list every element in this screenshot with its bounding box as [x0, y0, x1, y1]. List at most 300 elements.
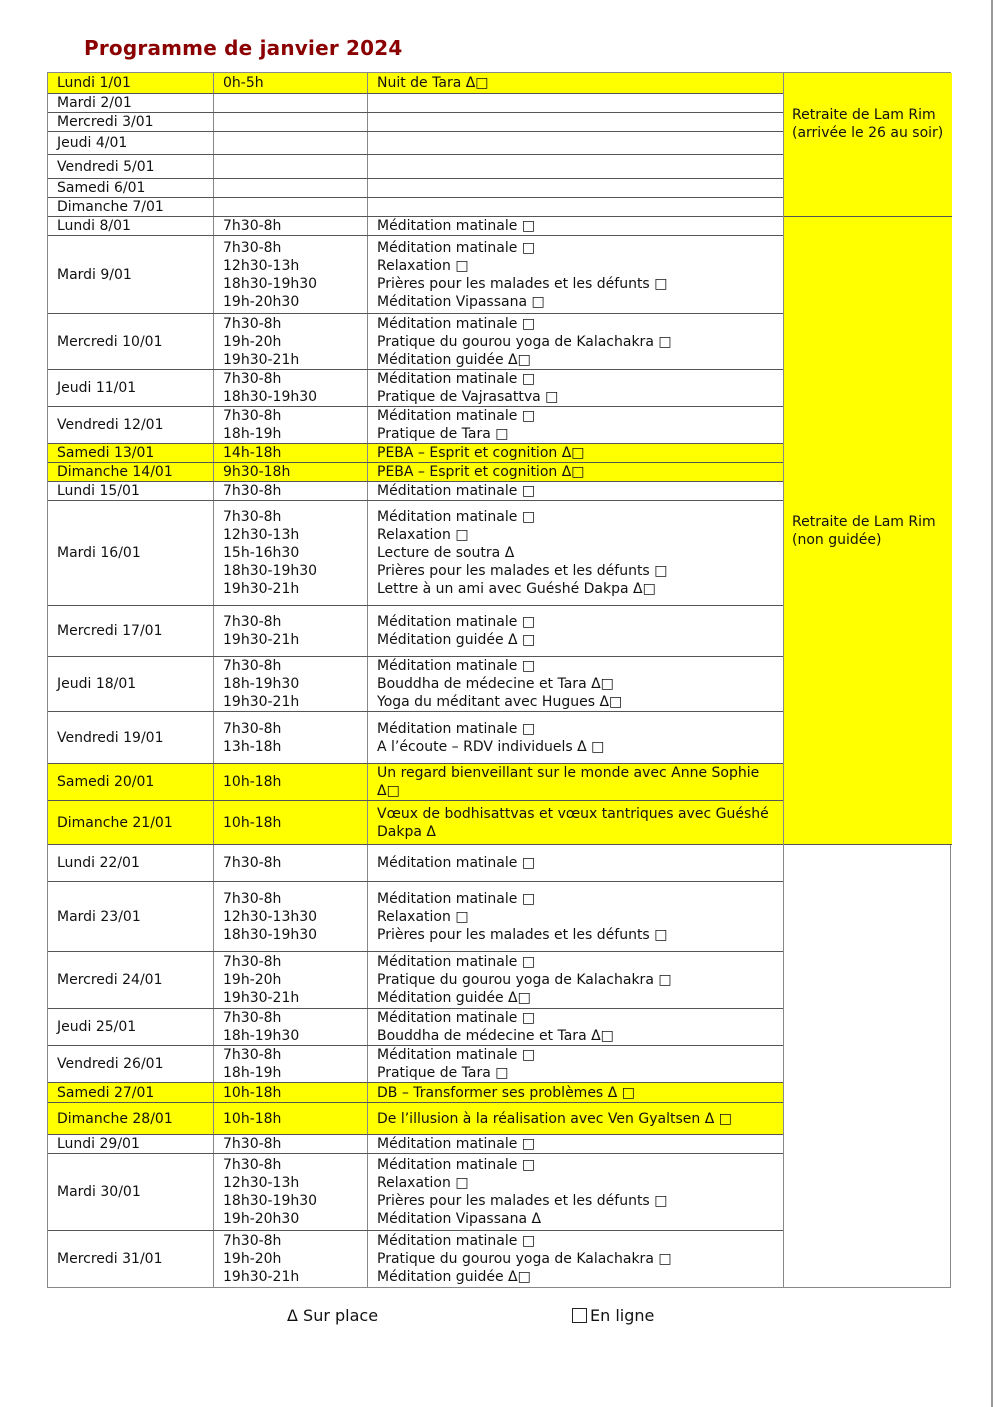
schedule-row: [48, 407, 783, 444]
schedule-row: [48, 801, 783, 845]
activity: [377, 482, 777, 500]
schedule-row: [48, 882, 783, 952]
time-slot: 18h30-19h30: [223, 389, 318, 405]
time-slot: 18h-19h30: [223, 1028, 300, 1044]
square-box-icon: [572, 1308, 587, 1323]
day-label: Mercredi 31/01: [57, 1251, 163, 1267]
schedule-row: [48, 463, 783, 482]
activity-name: Prières pour les malades et les défunts: [377, 275, 650, 292]
time-cell: [214, 1135, 368, 1153]
day-cell: [48, 155, 214, 178]
schedule-row: [48, 764, 783, 801]
activity: [377, 463, 777, 481]
time-slot: 12h30-13h: [223, 1175, 300, 1191]
attendance-mode-icons: Δ□: [633, 581, 656, 597]
activity: [377, 293, 777, 311]
empty-retreat-cell: [784, 845, 952, 1287]
attendance-mode-icons: □: [658, 333, 672, 350]
attendance-mode-icons: Δ□: [561, 445, 585, 461]
activity-cell: [368, 606, 783, 656]
time-slot: 7h30-8h: [223, 1047, 282, 1063]
day-label: Mardi 23/01: [57, 908, 141, 925]
activity-cell: [368, 1083, 783, 1102]
day-label: Mardi 30/01: [57, 1184, 141, 1200]
day-label: Mercredi 10/01: [57, 333, 163, 350]
day-label: Jeudi 18/01: [57, 676, 137, 692]
day-label: Vendredi 5/01: [57, 158, 155, 175]
time-slot: 7h30-8h: [223, 371, 282, 387]
time-slot: 7h30-8h: [223, 408, 282, 424]
time-cell: [214, 712, 368, 763]
attendance-mode-icons: Δ: [504, 545, 515, 561]
time-slot: 18h30-19h30: [223, 926, 318, 943]
time-cell: [214, 657, 368, 711]
day-cell: [48, 882, 214, 951]
time-slot: 18h-19h: [223, 426, 282, 442]
attendance-mode-icons: Δ□: [465, 75, 489, 91]
time-cell: [214, 314, 368, 369]
day-label: Mercredi 24/01: [57, 972, 163, 988]
time-cell: [214, 407, 368, 443]
activity-cell: [368, 1046, 783, 1082]
attendance-mode-icons: Δ□: [599, 694, 623, 710]
activity-name: A l’écoute – RDV individuels: [377, 738, 573, 755]
time-slot: 19h30-21h: [223, 1269, 300, 1285]
activity: [377, 239, 777, 257]
activity: [377, 989, 777, 1007]
attendance-mode-icons: □: [521, 890, 536, 907]
schedule-row: [48, 217, 783, 236]
activity: [377, 217, 777, 235]
activity-name: Pratique du gourou yoga de Kalachakra: [377, 1251, 654, 1267]
attendance-mode-icons: □: [654, 1193, 668, 1209]
retreat-label: Retraite de Lam Rim (non guidée): [792, 513, 936, 548]
day-cell: [48, 501, 214, 605]
activity: [377, 675, 777, 693]
time-cell: [214, 501, 368, 605]
activity-name: Pratique de Vajrasattva: [377, 389, 541, 405]
time-cell: [214, 73, 368, 93]
activity-name: Méditation matinale: [377, 855, 518, 871]
schedule-row: [48, 712, 783, 764]
activity-name: Méditation matinale: [377, 1047, 518, 1063]
attendance-mode-icons: Δ□: [377, 783, 400, 799]
activity: [377, 1268, 777, 1286]
time-slot: 7h30-8h: [223, 614, 282, 630]
activity-cell: [368, 132, 783, 154]
activity-cell: [368, 952, 783, 1008]
schedule-row: [48, 1103, 783, 1135]
activity-name: Méditation guidée: [377, 632, 504, 648]
schedule-row: [48, 1231, 783, 1287]
activity-cell: [368, 463, 783, 481]
time-slot: 12h30-13h30: [223, 908, 318, 925]
time-slot: 19h-20h: [223, 333, 282, 350]
activity-cell: [368, 314, 783, 369]
activity: [377, 613, 777, 631]
day-cell: [48, 801, 214, 844]
time-slot: 10h-18h: [223, 1110, 282, 1127]
activity: [377, 1232, 777, 1250]
activity-name: Méditation guidée: [377, 990, 504, 1006]
schedule-row: [48, 314, 783, 370]
day-cell: [48, 370, 214, 406]
activity: [377, 1192, 777, 1210]
activity-cell: [368, 764, 783, 800]
schedule-row: [48, 370, 783, 407]
attendance-mode-icons: □: [521, 1010, 536, 1026]
attendance-mode-icons: Δ: [426, 823, 436, 840]
day-label: Mardi 9/01: [57, 266, 132, 283]
activity: [377, 657, 777, 675]
activity-name: Prières pour les malades et les défunts: [377, 563, 650, 579]
activity-name: PEBA – Esprit et cognition: [377, 445, 558, 461]
activity-cell: [368, 712, 783, 763]
day-cell: [48, 1154, 214, 1230]
activity-name: Méditation matinale: [377, 315, 518, 332]
day-cell: [48, 113, 214, 131]
activity: [377, 1084, 777, 1102]
time-slot: 19h-20h30: [223, 1211, 300, 1227]
activity-name: Pratique de Tara: [377, 1065, 491, 1081]
day-cell: [48, 1231, 214, 1287]
activity: [377, 738, 777, 756]
attendance-mode-icons: Δ □: [607, 1084, 635, 1101]
time-slot: 18h-19h30: [223, 676, 300, 692]
activity-name: Méditation matinale: [377, 954, 518, 970]
day-cell: [48, 132, 214, 154]
day-cell: [48, 1103, 214, 1134]
activity-name: Méditation matinale: [377, 890, 518, 907]
time-slot: 0h-5h: [223, 75, 264, 91]
schedule-row: [48, 482, 783, 501]
day-label: Mercredi 3/01: [57, 114, 154, 130]
activity: [377, 508, 777, 526]
day-label: Vendredi 26/01: [57, 1056, 164, 1072]
day-cell: [48, 1009, 214, 1045]
attendance-mode-icons: □: [521, 239, 536, 256]
legend-online-label: En ligne: [590, 1306, 655, 1325]
attendance-mode-icons: □: [531, 293, 545, 310]
time-slot: 7h30-8h: [223, 658, 282, 674]
day-cell: [48, 179, 214, 197]
activity-name: Pratique de Tara: [377, 426, 491, 442]
activity: [377, 908, 777, 926]
activity-name: Méditation Vipassana: [377, 1211, 528, 1227]
attendance-mode-icons: □: [545, 389, 559, 405]
day-cell: [48, 94, 214, 112]
activity: [377, 953, 777, 971]
schedule-row: [48, 198, 783, 217]
attendance-mode-icons: □: [521, 315, 536, 332]
day-cell: [48, 217, 214, 235]
activity: [377, 544, 777, 562]
activity-name: Méditation matinale: [377, 614, 518, 630]
attendance-mode-icons: □: [455, 1175, 469, 1191]
attendance-mode-icons: Δ□: [561, 464, 585, 480]
time-cell: [214, 217, 368, 235]
activity-name: PEBA – Esprit et cognition: [377, 464, 558, 480]
activity: [377, 257, 777, 275]
day-label: Mardi 2/01: [57, 95, 132, 111]
activity-cell: [368, 407, 783, 443]
schedule-row: [48, 179, 783, 198]
day-cell: [48, 1046, 214, 1082]
time-slot: 19h-20h: [223, 1251, 282, 1267]
time-slot: 7h30-8h: [223, 509, 282, 525]
activity-name: Méditation guidée: [377, 351, 504, 368]
activity: [377, 1135, 777, 1153]
activity-name: Méditation matinale: [377, 658, 518, 674]
attendance-mode-icons: □: [521, 954, 536, 970]
activity-name: Bouddha de médecine et Tara: [377, 1028, 587, 1044]
day-label: Jeudi 11/01: [57, 380, 137, 396]
page-title: Programme de janvier 2024: [84, 36, 403, 60]
attendance-mode-icons: □: [521, 408, 536, 424]
activity-cell: [368, 198, 783, 216]
day-label: Mardi 16/01: [57, 545, 141, 561]
activity-cell: [368, 1103, 783, 1134]
time-slot: 7h30-8h: [223, 954, 282, 970]
attendance-mode-icons: □: [654, 926, 668, 943]
time-slot: 19h30-21h: [223, 694, 300, 710]
schedule-rows: [48, 73, 783, 1287]
time-slot: 13h-18h: [223, 738, 282, 755]
activity: [377, 1250, 777, 1268]
activity-cell: [368, 179, 783, 197]
time-slot: 18h30-19h30: [223, 1193, 318, 1209]
day-cell: [48, 952, 214, 1008]
time-slot: 18h30-19h30: [223, 275, 318, 292]
day-cell: [48, 845, 214, 881]
activity-cell: [368, 444, 783, 462]
activity: [377, 1156, 777, 1174]
schedule-row: [48, 132, 783, 155]
activity: [377, 631, 777, 649]
time-slot: 19h30-21h: [223, 581, 300, 597]
time-slot: 7h30-8h: [223, 1010, 282, 1026]
time-cell: [214, 952, 368, 1008]
day-cell: [48, 314, 214, 369]
time-cell: [214, 113, 368, 131]
activity-name: Un regard bienveillant sur le monde avec Anne Sophie: [377, 765, 760, 781]
activity: [377, 1009, 777, 1027]
day-label: Dimanche 7/01: [57, 199, 164, 215]
attendance-mode-icons: □: [521, 1136, 536, 1152]
schedule-row: [48, 952, 783, 1009]
activity: [377, 370, 777, 388]
attendance-mode-icons: □: [495, 1065, 509, 1081]
activity: [377, 526, 777, 544]
activity: [377, 854, 777, 872]
activity-name: Prières pour les malades et les défunts: [377, 926, 650, 943]
day-label: Jeudi 25/01: [57, 1019, 137, 1035]
activity-cell: [368, 236, 783, 313]
day-label: Lundi 29/01: [57, 1136, 140, 1152]
activity-name: Méditation matinale: [377, 509, 518, 525]
attendance-mode-icons: □: [521, 658, 536, 674]
time-slot: 7h30-8h: [223, 855, 282, 871]
attendance-mode-icons: □: [521, 1157, 536, 1173]
time-cell: [214, 198, 368, 216]
time-cell: [214, 882, 368, 951]
day-cell: [48, 482, 214, 500]
time-cell: [214, 370, 368, 406]
attendance-mode-icons: □: [521, 720, 536, 737]
activity-name: Yoga du méditant avec Hugues: [377, 694, 595, 710]
activity: [377, 333, 777, 351]
time-slot: 7h30-8h: [223, 239, 282, 256]
activity-cell: [368, 801, 783, 844]
activity: [377, 764, 777, 800]
day-label: Vendredi 19/01: [57, 729, 164, 746]
time-cell: [214, 845, 368, 881]
schedule-row: [48, 73, 783, 94]
schedule-row: [48, 155, 783, 179]
schedule-row: [48, 236, 783, 314]
time-slot: 7h30-8h: [223, 720, 282, 737]
activity: [377, 926, 777, 944]
activity: [377, 971, 777, 989]
day-cell: [48, 606, 214, 656]
attendance-mode-icons: □: [658, 972, 672, 988]
activity-name: Lettre à un ami avec Guéshé Dakpa: [377, 581, 629, 597]
activity: [377, 388, 777, 406]
attendance-mode-icons: Δ □: [577, 738, 605, 755]
activity: [377, 1027, 777, 1045]
schedule-row: [48, 444, 783, 463]
retreat-cell: [784, 217, 952, 845]
time-slot: 19h-20h: [223, 972, 282, 988]
day-label: Lundi 8/01: [57, 218, 131, 234]
activity-name: Méditation matinale: [377, 1136, 518, 1152]
activity: [377, 1174, 777, 1192]
activity-cell: [368, 657, 783, 711]
activity-name: Relaxation: [377, 1175, 451, 1191]
day-label: Lundi 1/01: [57, 75, 131, 91]
time-cell: [214, 1009, 368, 1045]
time-slot: 7h30-8h: [223, 890, 282, 907]
schedule-row: [48, 1046, 783, 1083]
attendance-mode-icons: □: [654, 563, 668, 579]
activity-name: Prières pour les malades et les défunts: [377, 1193, 650, 1209]
time-slot: 7h30-8h: [223, 483, 282, 499]
activity-cell: [368, 1135, 783, 1153]
activity-name: Méditation matinale: [377, 720, 518, 737]
attendance-mode-icons: Δ□: [508, 990, 531, 1006]
time-cell: [214, 94, 368, 112]
activity-name: DB – Transformer ses problèmes: [377, 1084, 604, 1101]
day-label: Dimanche 28/01: [57, 1110, 173, 1127]
activity: [377, 720, 777, 738]
time-slot: 7h30-8h: [223, 1157, 282, 1173]
retreat-label: Retraite de Lam Rim (arrivée le 26 au soir): [792, 107, 944, 141]
day-cell: [48, 1135, 214, 1153]
schedule-row: [48, 1009, 783, 1046]
attendance-mode-icons: □: [654, 275, 668, 292]
attendance-mode-icons: □: [521, 483, 536, 499]
day-label: Dimanche 21/01: [57, 814, 173, 831]
time-slot: 19h30-21h: [223, 632, 300, 648]
activity-cell: [368, 501, 783, 605]
activity: [377, 1110, 777, 1128]
day-label: Samedi 20/01: [57, 774, 155, 790]
activity: [377, 74, 777, 92]
activity: [377, 1210, 777, 1228]
attendance-mode-icons: Δ □: [508, 632, 536, 648]
attendance-mode-icons: Δ □: [704, 1110, 732, 1127]
time-slot: 10h-18h: [223, 1084, 282, 1101]
attendance-mode-icons: □: [455, 527, 469, 543]
time-slot: 19h30-21h: [223, 351, 300, 368]
activity-name: Méditation matinale: [377, 1010, 518, 1026]
activity-name: Pratique du gourou yoga de Kalachakra: [377, 972, 654, 988]
activity: [377, 805, 777, 841]
schedule-row: [48, 657, 783, 712]
activity: [377, 444, 777, 462]
attendance-mode-icons: □: [521, 509, 536, 525]
day-label: Jeudi 4/01: [57, 135, 128, 151]
activity-cell: [368, 113, 783, 131]
time-cell: [214, 236, 368, 313]
attendance-mode-icons: □: [658, 1251, 672, 1267]
activity: [377, 1046, 777, 1064]
legend-on-site: [287, 1306, 378, 1325]
day-cell: [48, 712, 214, 763]
activity-name: Méditation matinale: [377, 1157, 518, 1173]
activity-cell: [368, 845, 783, 881]
day-cell: [48, 407, 214, 443]
day-cell: [48, 73, 214, 93]
attendance-mode-icons: Δ□: [508, 351, 531, 368]
activity: [377, 562, 777, 580]
activity-name: Méditation guidée: [377, 1269, 504, 1285]
activity-name: Lecture de soutra: [377, 545, 501, 561]
activity-name: Vœux de bodhisattvas et vœux tantriques avec Guéshé Dakpa: [377, 805, 769, 840]
time-slot: 19h-20h30: [223, 293, 300, 310]
schedule-row: [48, 501, 783, 606]
time-slot: 10h-18h: [223, 814, 282, 831]
day-label: Dimanche 14/01: [57, 464, 173, 480]
activity: [377, 425, 777, 443]
attendance-mode-icons: □: [521, 1047, 536, 1063]
time-cell: [214, 482, 368, 500]
activity-name: Relaxation: [377, 527, 451, 543]
time-slot: 14h-18h: [223, 445, 282, 461]
time-slot: 10h-18h: [223, 774, 282, 790]
time-cell: [214, 1083, 368, 1102]
retreat-column: [783, 73, 952, 1287]
time-slot: 12h30-13h: [223, 527, 300, 543]
activity: [377, 275, 777, 293]
day-label: Vendredi 12/01: [57, 417, 164, 433]
day-cell: [48, 236, 214, 313]
activity-name: De l’illusion à la réalisation avec Ven Gyaltsen: [377, 1110, 701, 1127]
attendance-mode-icons: □: [521, 371, 536, 387]
activity-name: Bouddha de médecine et Tara: [377, 676, 587, 692]
day-label: Samedi 6/01: [57, 180, 146, 196]
activity-name: Nuit de Tara: [377, 75, 462, 91]
activity: [377, 1064, 777, 1082]
time-cell: [214, 1103, 368, 1134]
activity-cell: [368, 73, 783, 93]
day-cell: [48, 1083, 214, 1102]
time-cell: [214, 132, 368, 154]
attendance-mode-icons: □: [521, 218, 536, 234]
time-slot: 12h30-13h: [223, 257, 300, 274]
time-slot: 15h-16h30: [223, 545, 300, 561]
activity-name: Méditation matinale: [377, 239, 518, 256]
